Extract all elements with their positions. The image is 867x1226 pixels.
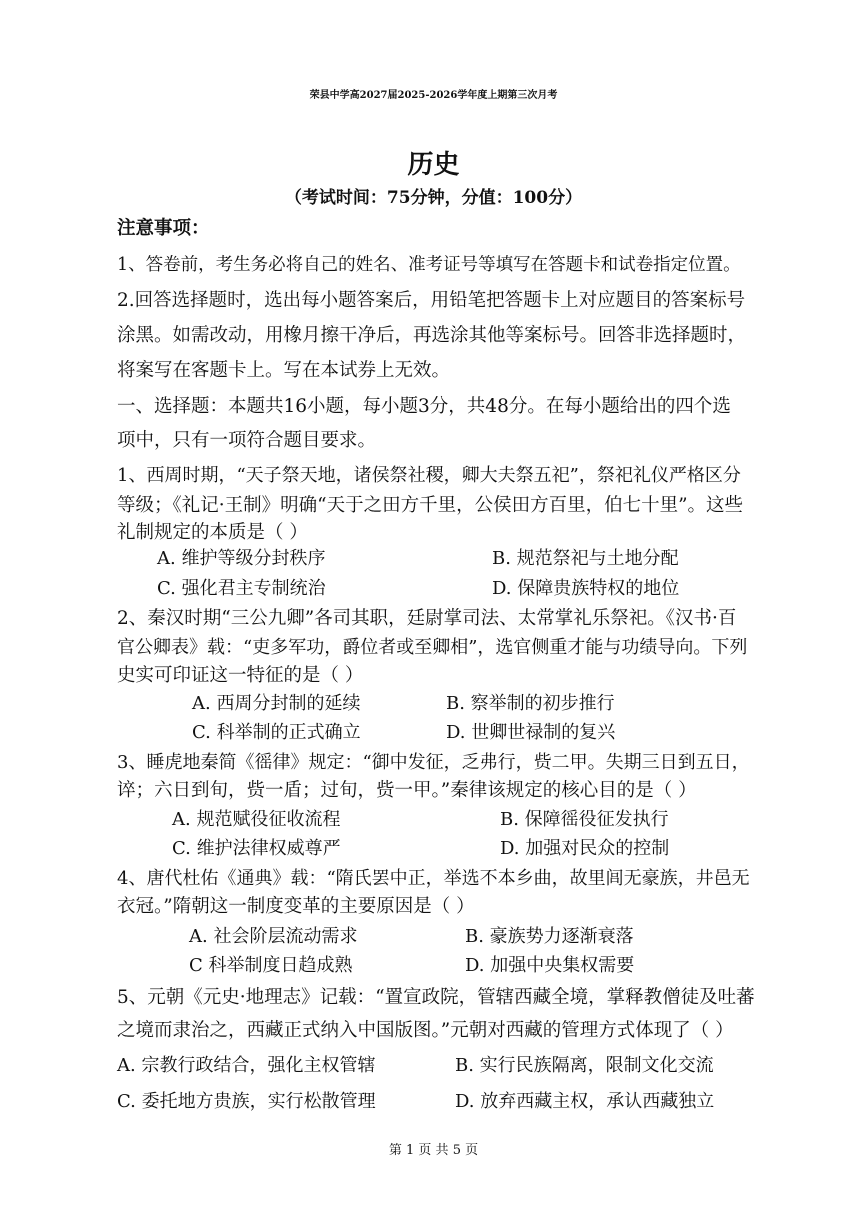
- question-5-line-1: 5、元朝《元史·地理志》记载：“置宣政院，管辖西藏全境，掌释教僧徒及吐蕃: [117, 987, 755, 1008]
- question-5-option-b: B. 实行民族隔离，限制文化交流: [455, 1055, 714, 1076]
- question-3-line-1: 3、睡虎地秦简《徭律》规定：“御中发征，乏弗行，赀二甲。失期三日到五日，: [117, 752, 750, 773]
- subject-title: 历史: [407, 150, 460, 180]
- question-4-option-a: A. 社会阶层流动需求: [189, 926, 358, 947]
- question-3-line-2: 谇；六日到旬，赀一盾；过旬，赀一甲。”秦律该规定的核心目的是（ ）: [117, 780, 697, 801]
- question-1-option-d: D. 保障贵族特权的地位: [492, 578, 680, 599]
- question-2-line-1: 2、秦汉时期“三公九卿”各司其职，廷尉掌司法、太常掌礼乐祭祀。《汉书·百: [117, 608, 737, 629]
- question-4-line-1: 4、唐代杜佑《通典》载：“隋氏罢中正，举选不本乡曲，故里闾无豪族，井邑无: [117, 868, 750, 889]
- question-3-option-d: D. 加强对民众的控制: [500, 838, 670, 859]
- question-5-line-2: 之境而隶治之，西藏正式纳入中国版图。”元朝对西藏的管理方式体现了（ ）: [117, 1020, 734, 1041]
- section-heading-line-2: 项中，只有一项符合题目要求。: [117, 430, 377, 451]
- notice-item-2-line-1: 2.回答选择题时，选出每小题答案后，用铅笔把答题卡上对应题目的答案标号: [117, 290, 746, 311]
- question-2-option-d: D. 世卿世禄制的复兴: [446, 722, 616, 743]
- question-2-option-c: C. 科举制的正式确立: [192, 722, 361, 743]
- question-2-option-a: A. 西周分封制的延续: [192, 693, 361, 714]
- question-3-option-b: B. 保障徭役征发执行: [500, 809, 669, 830]
- question-5-option-c: C. 委托地方贵族，实行松散管理: [117, 1091, 376, 1112]
- question-1-line-1: 1、西周时期，“天子祭天地，诸侯祭社稷，卿大夫祭五祀”，祭祀礼仪严格区分: [117, 465, 741, 486]
- question-4-line-2: 衣冠。”隋朝这一制度变革的主要原因是（ ）: [117, 896, 475, 917]
- notice-item-2-line-3: 将案写在客题卡上。写在本试券上无效。: [117, 360, 451, 381]
- exam-info: （考试时间：75分钟，分值：100分）: [284, 188, 583, 208]
- question-2-option-b: B. 察举制的初步推行: [446, 693, 615, 714]
- question-4-option-b: B. 豪族势力逐渐衰落: [465, 926, 634, 947]
- question-2-line-2: 官公卿表》载：“吏多军功，爵位者或至卿相”，选官侧重才能与功绩导向。下列: [117, 637, 748, 658]
- question-4-option-d: D. 加强中央集权需要: [465, 955, 635, 976]
- question-1-option-a: A. 维护等级分封秩序: [157, 548, 326, 569]
- exam-title: 荣县中学高2027届2025-2026学年度上期第三次月考: [309, 90, 558, 101]
- notice-heading: 注意事项：: [117, 218, 210, 239]
- question-4-option-c: C 科举制度日趋成熟: [189, 955, 353, 976]
- notice-item-2-line-2: 涂黑。如需改动，用橡月擦干净后，再选涂其他等案标号。回答非选择题时，: [117, 325, 747, 346]
- question-5-option-d: D. 放弃西藏主权，承认西藏独立: [455, 1091, 715, 1112]
- question-1-line-3: 礼制规定的本质是（ ）: [117, 522, 308, 543]
- question-1-option-c: C. 强化君主专制统治: [157, 578, 326, 599]
- question-1-line-2: 等级；《礼记·王制》明确“天于之田方千里，公侯田方百里，伯七十里”。这些: [117, 495, 744, 516]
- question-3-option-a: A. 规范赋役征收流程: [172, 809, 341, 830]
- page-footer: 第 1 页 共 5 页: [388, 1143, 479, 1158]
- question-1-option-b: B. 规范祭祀与土地分配: [492, 548, 679, 569]
- question-5-option-a: A. 宗教行政结合，强化主权管辖: [117, 1055, 376, 1076]
- question-2-line-3: 史实可印证这一特征的是（ ）: [117, 665, 364, 686]
- section-heading-line-1: 一、选择题：本题共16小题，每小题3分，共48分。在每小题给出的四个选: [117, 396, 731, 417]
- notice-item-1: 1、答卷前，考生务必将自己的姓名、准考证号等填写在答题卡和试卷指定位置。: [117, 255, 741, 275]
- question-3-option-c: C. 维护法律权威尊严: [172, 838, 341, 859]
